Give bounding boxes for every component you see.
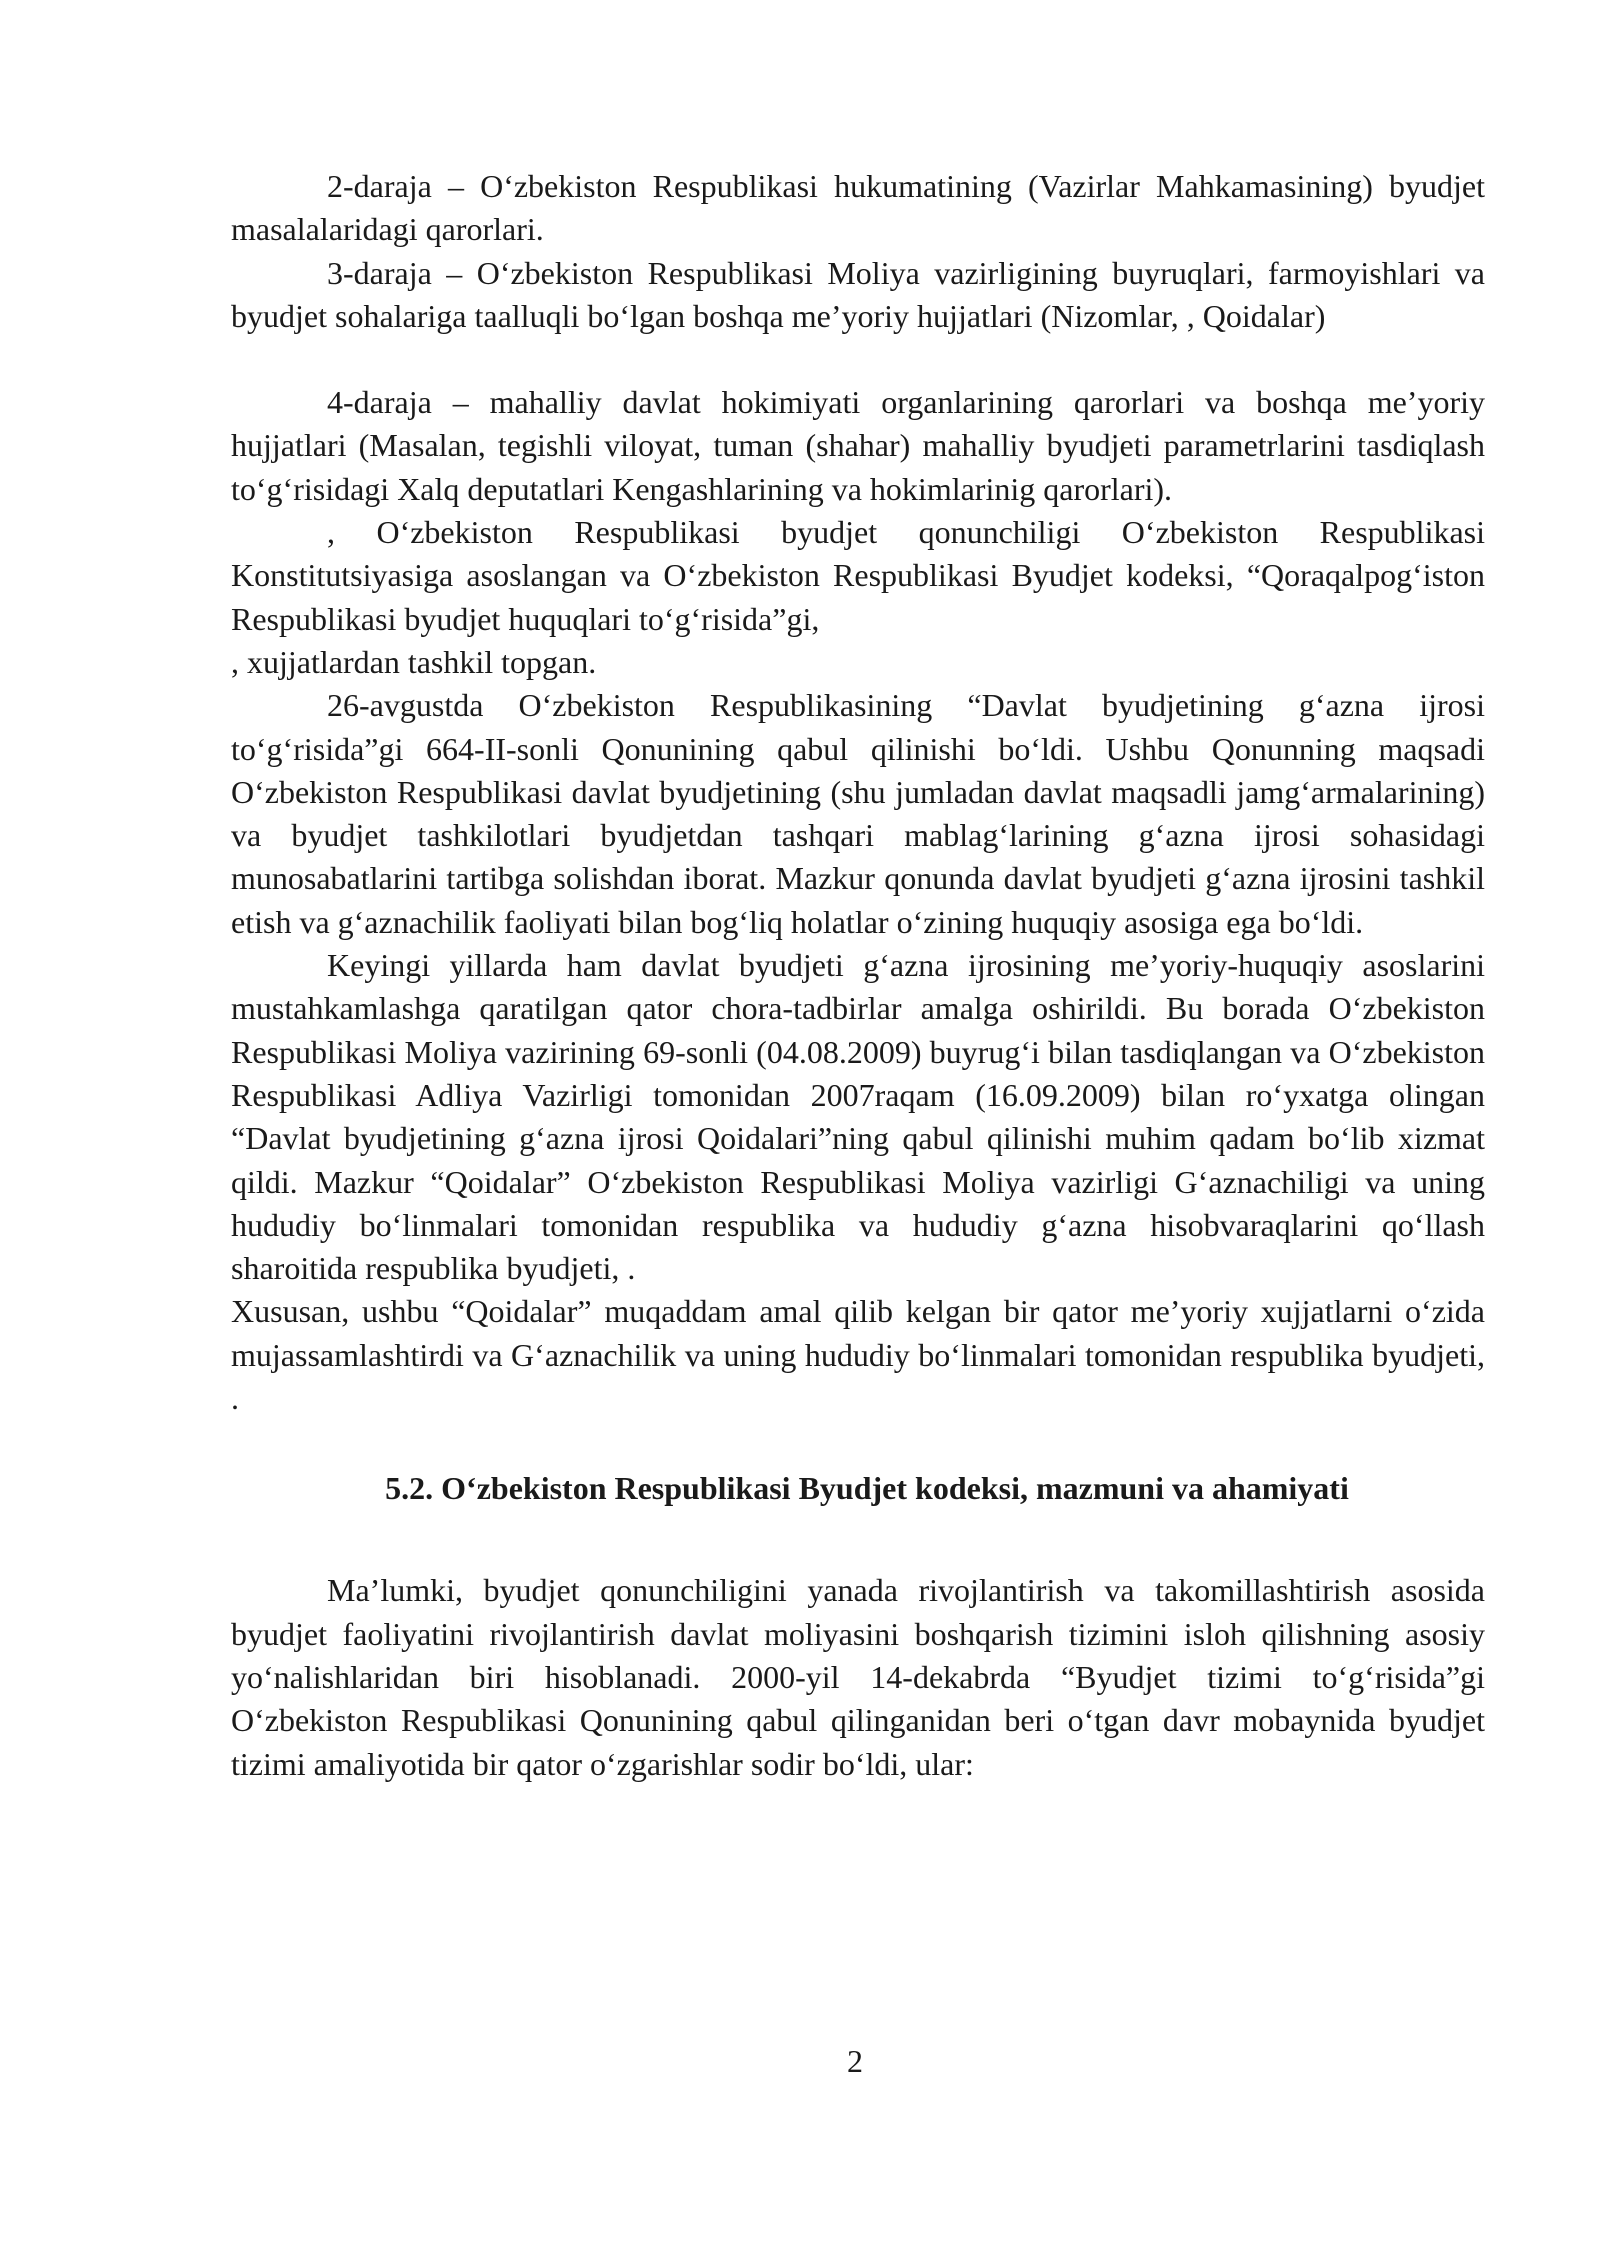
page-number: 2 <box>847 2043 863 2079</box>
paragraph-documents: , xujjatlardan tashkil topgan. <box>231 643 597 680</box>
paragraph-level-4: 4-daraja – mahalliy davlat hokimiyati organlarining qarorlari va boshqa me’yoriy hujjatlari (Masalan, tegishli viloyat, tuman (shahar) mahalliy byudjeti parametrlarini tasdiqlash to‘g‘risidagi Xalq deputatlari Kengashlarining va hokimlarinig qarorlari). <box>231 384 1485 507</box>
paragraph-in-particular: Xususan, ushbu “Qoidalar” muqaddam amal qilib kelgan bir qator me’yoriy xujjatlarni o‘zida mujassamlashtirdi va G‘aznachilik va uning hududiy bo‘linmalari tomonidan respublika byudjeti, . <box>231 1293 1485 1417</box>
paragraph-level-3: 3-daraja – O‘zbekiston Respublikasi Moliya vazirligining buyruqlari, farmoyishlari va byudjet sohalariga taalluqli bo‘lgan boshqa me’yoriy hujjatlari (Nizomlar, , Qoidalar) <box>231 254 1485 334</box>
paragraph-budget-code-intro: Ma’lumki, byudjet qonunchiligini yanada rivojlantirish va takomillashtirish asosida byudjet faoliyatini rivojlantirish davlat moliyasini boshqarish tizimini isloh qilishning asosiy yo‘nalishlaridan biri hisoblanadi. 2000-yil 14-dekabrda “Byudjet tizimi to‘g‘risida”gi O‘zbekiston Respublikasi Qonunining qabul qilinganidan beri o‘tgan davr mobaynida byudjet tizimi amaliyotida bir qator o‘zgarishlar sodir bo‘ldi, ular: <box>231 1572 1485 1782</box>
paragraph-level-2: 2-daraja – O‘zbekiston Respublikasi hukumatining (Vazirlar Mahkamasining) byudjet masalalaridagi qarorlari. <box>231 168 1485 248</box>
paragraph-treasury-law: 26-avgustda O‘zbekiston Respublikasining “Davlat byudjetining g‘azna ijrosi to‘g‘risida”gi 664-II-sonli Qonunining qabul qilinishi bo‘ldi. Ushbu Qonunning maqsadi O‘zbekiston Respublikasi davlat byudjetining (shu jumladan davlat maqsadli jamg‘armalarining) va byudjet tashkilotlari byudjetdan tashqari mablag‘larining g‘azna ijrosi sohasidagi munosabatlarini tartibga solishdan iborat. Mazkur qonunda davlat byudjeti g‘azna ijrosini tashkil etish va g‘aznachilik faoliyati bilan bog‘liq holatlar o‘zining huquqiy asosiga ega bo‘ldi. <box>231 687 1485 940</box>
section-heading: 5.2. O‘zbekiston Respublikasi Byudjet kodeksi, mazmuni va ahamiyati <box>385 1470 1349 1507</box>
blank-line <box>231 338 1485 381</box>
document-page <box>231 165 1485 1786</box>
paragraph-following-years: Keyingi yillarda ham davlat byudjeti g‘azna ijrosining me’yoriy-huquqiy asoslarini mustahkamlashga qaratilgan qator chora-tadbirlar amalga oshirildi. Bu borada O‘zbekiston Respublikasi Moliya vazirining 69-sonli (04.08.2009) buyrug‘i bilan tasdiqlangan va O‘zbekiston Respublikasi Adliya Vazirligi tomonidan 2007raqam (16.09.2009) bilan ro‘yxatga olingan “Davlat byudjetining g‘azna ijrosi Qoidalari”ning qabul qilinishi muhim qadam bo‘lib xizmat qildi. Mazkur “Qoidalar” O‘zbekiston Respublikasi Moliya vazirligi G‘aznachiligi va uning hududiy bo‘linmalari tomonidan respublika va hududiy g‘azna hisobvaraqlarini qo‘llash sharoitida respublika byudjeti, . <box>231 947 1485 1287</box>
paragraph-legislation-basis: , O‘zbekiston Respublikasi byudjet qonunchiligi O‘zbekiston Respublikasi Konstitutsiyasiga asoslangan va O‘zbekiston Respublikasi Byudjet kodeksi, “Qoraqalpog‘iston Respublikasi byudjet huquqlari to‘g‘risida”gi, <box>231 514 1485 637</box>
